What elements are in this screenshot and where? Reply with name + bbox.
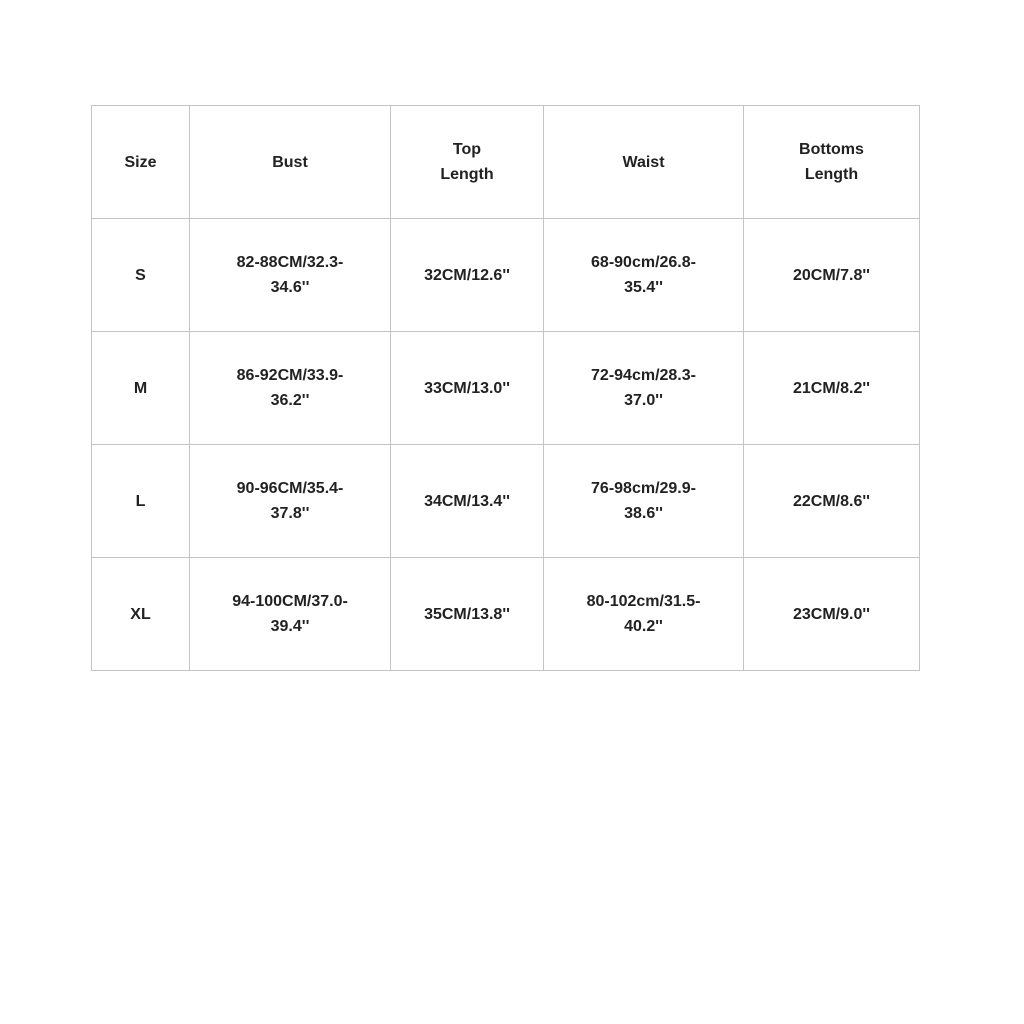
cell-bottoms-length: 20CM/7.8'': [744, 219, 920, 332]
table-row: [92, 219, 920, 332]
cell-bust: 86-92CM/33.9- 36.2'': [190, 332, 391, 445]
cell-size: S: [92, 219, 190, 332]
size-chart-table: [91, 105, 920, 671]
cell-size: XL: [92, 558, 190, 671]
cell-bust: 82-88CM/32.3- 34.6'': [190, 219, 391, 332]
table-row: [92, 558, 920, 671]
cell-top-length: 32CM/12.6'': [391, 219, 544, 332]
cell-waist: 68-90cm/26.8- 35.4'': [544, 219, 744, 332]
cell-bottoms-length: 22CM/8.6'': [744, 445, 920, 558]
cell-bust: 90-96CM/35.4- 37.8'': [190, 445, 391, 558]
cell-bottoms-length: 23CM/9.0'': [744, 558, 920, 671]
header-row: [92, 106, 920, 219]
cell-waist: 80-102cm/31.5- 40.2'': [544, 558, 744, 671]
cell-waist: 76-98cm/29.9- 38.6'': [544, 445, 744, 558]
header-bust: Bust: [190, 106, 391, 219]
cell-size: L: [92, 445, 190, 558]
cell-bottoms-length: 21CM/8.2'': [744, 332, 920, 445]
header-bottoms-length: Bottoms Length: [744, 106, 920, 219]
header-waist: Waist: [544, 106, 744, 219]
cell-size: M: [92, 332, 190, 445]
table-row: [92, 445, 920, 558]
cell-top-length: 33CM/13.0'': [391, 332, 544, 445]
table-row: [92, 332, 920, 445]
header-top-length: Top Length: [391, 106, 544, 219]
cell-top-length: 35CM/13.8'': [391, 558, 544, 671]
header-size: Size: [92, 106, 190, 219]
cell-bust: 94-100CM/37.0- 39.4'': [190, 558, 391, 671]
cell-top-length: 34CM/13.4'': [391, 445, 544, 558]
cell-waist: 72-94cm/28.3- 37.0'': [544, 332, 744, 445]
